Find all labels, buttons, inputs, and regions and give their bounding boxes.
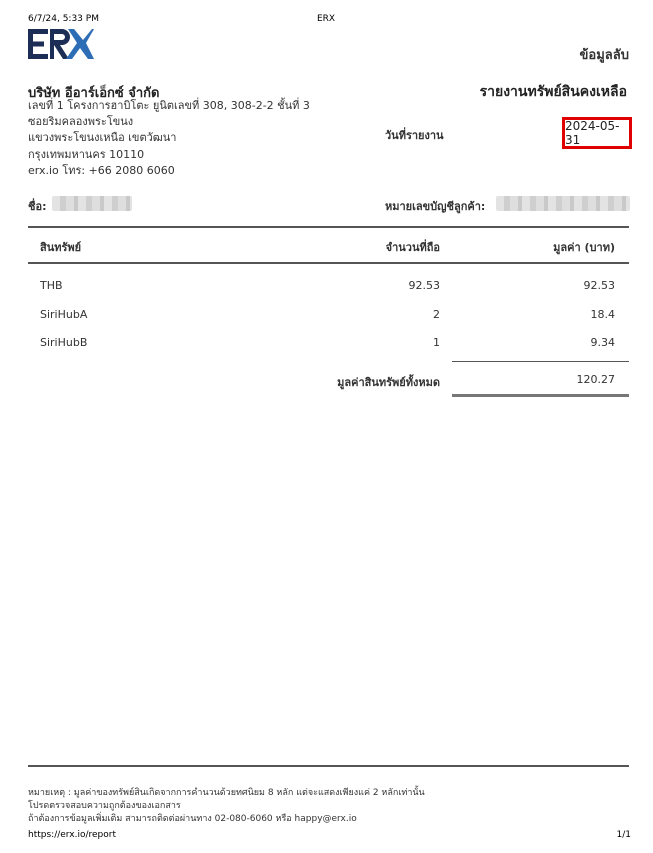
footer-note: โปรดตรวจสอบความถูกต้องของเอกสาร [28, 801, 181, 811]
total-label: มูลค่าสินทรัพย์ทั้งหมด [337, 376, 440, 389]
row-quantity: 2 [433, 308, 440, 321]
customer-account-label: หมายเลขบัญชีลูกค้า: [385, 200, 486, 213]
row-asset: THB [40, 279, 63, 292]
footer-rule [28, 765, 629, 767]
row-asset: SiriHubB [40, 336, 88, 349]
company-name: บริษัท อีอาร์เอ็กซ์ จำกัด [28, 86, 160, 101]
total-top-rule [452, 361, 629, 362]
redacted-customer-name [52, 196, 132, 211]
report-date-label: วันที่รายงาน [385, 129, 444, 142]
total-value: 120.27 [576, 373, 615, 386]
address-line: เลขที่ 1 โครงการฮาบิโตะ ยูนิตเลขที่ 308, 308-2-2 ชั้นที่ 3 [28, 99, 310, 112]
print-url: https://erx.io/report [28, 830, 116, 840]
erx-logo [28, 27, 94, 61]
print-datetime: 6/7/24, 5:33 PM [28, 14, 99, 24]
report-title: รายงานทรัพย์สินคงเหลือ [479, 84, 627, 100]
row-value: 9.34 [590, 336, 615, 349]
header-asset: สินทรัพย์ [40, 241, 82, 254]
footer-note: ถ้าต้องการข้อมูลเพิ่มเติม สามารถติดต่อผ่านทาง 02-080-6060 หรือ happy@erx.io [28, 814, 357, 824]
header-value: มูลค่า (บาท) [553, 241, 615, 254]
confidential-label: ข้อมูลลับ [579, 48, 629, 63]
address-line: แขวงพระโขนงเหนือ เขตวัฒนา [28, 131, 177, 144]
total-double-rule [452, 394, 629, 397]
report-date-value: 2024-05-31 [565, 119, 620, 147]
address-line: กรุงเทพมหานคร 10110 [28, 148, 145, 161]
row-value: 92.53 [583, 279, 615, 292]
header-quantity: จำนวนที่ถือ [385, 241, 440, 254]
row-value: 18.4 [590, 308, 615, 321]
row-quantity: 92.53 [408, 279, 440, 292]
footer-note: หมายเหตุ : มูลค่าของทรัพย์สินเกิดจากการคำนวนด้วยทศนิยม 8 หลัก แต่จะแสดงเพียงแค่ 2 หลักเท่านั้น [28, 788, 425, 798]
print-page-number: 1/1 [616, 830, 631, 840]
row-asset: SiriHubA [40, 308, 88, 321]
address-line: ซอยริมคลองพระโขนง [28, 115, 134, 128]
table-top-rule [28, 226, 629, 228]
print-title: ERX [316, 14, 336, 24]
customer-name-label: ชื่อ: [28, 200, 47, 213]
contact-line: erx.io โทร: +66 2080 6060 [28, 164, 175, 177]
row-quantity: 1 [433, 336, 440, 349]
report-date-highlight [562, 117, 632, 149]
redacted-account-number [496, 196, 630, 211]
table-header-rule [28, 262, 629, 264]
